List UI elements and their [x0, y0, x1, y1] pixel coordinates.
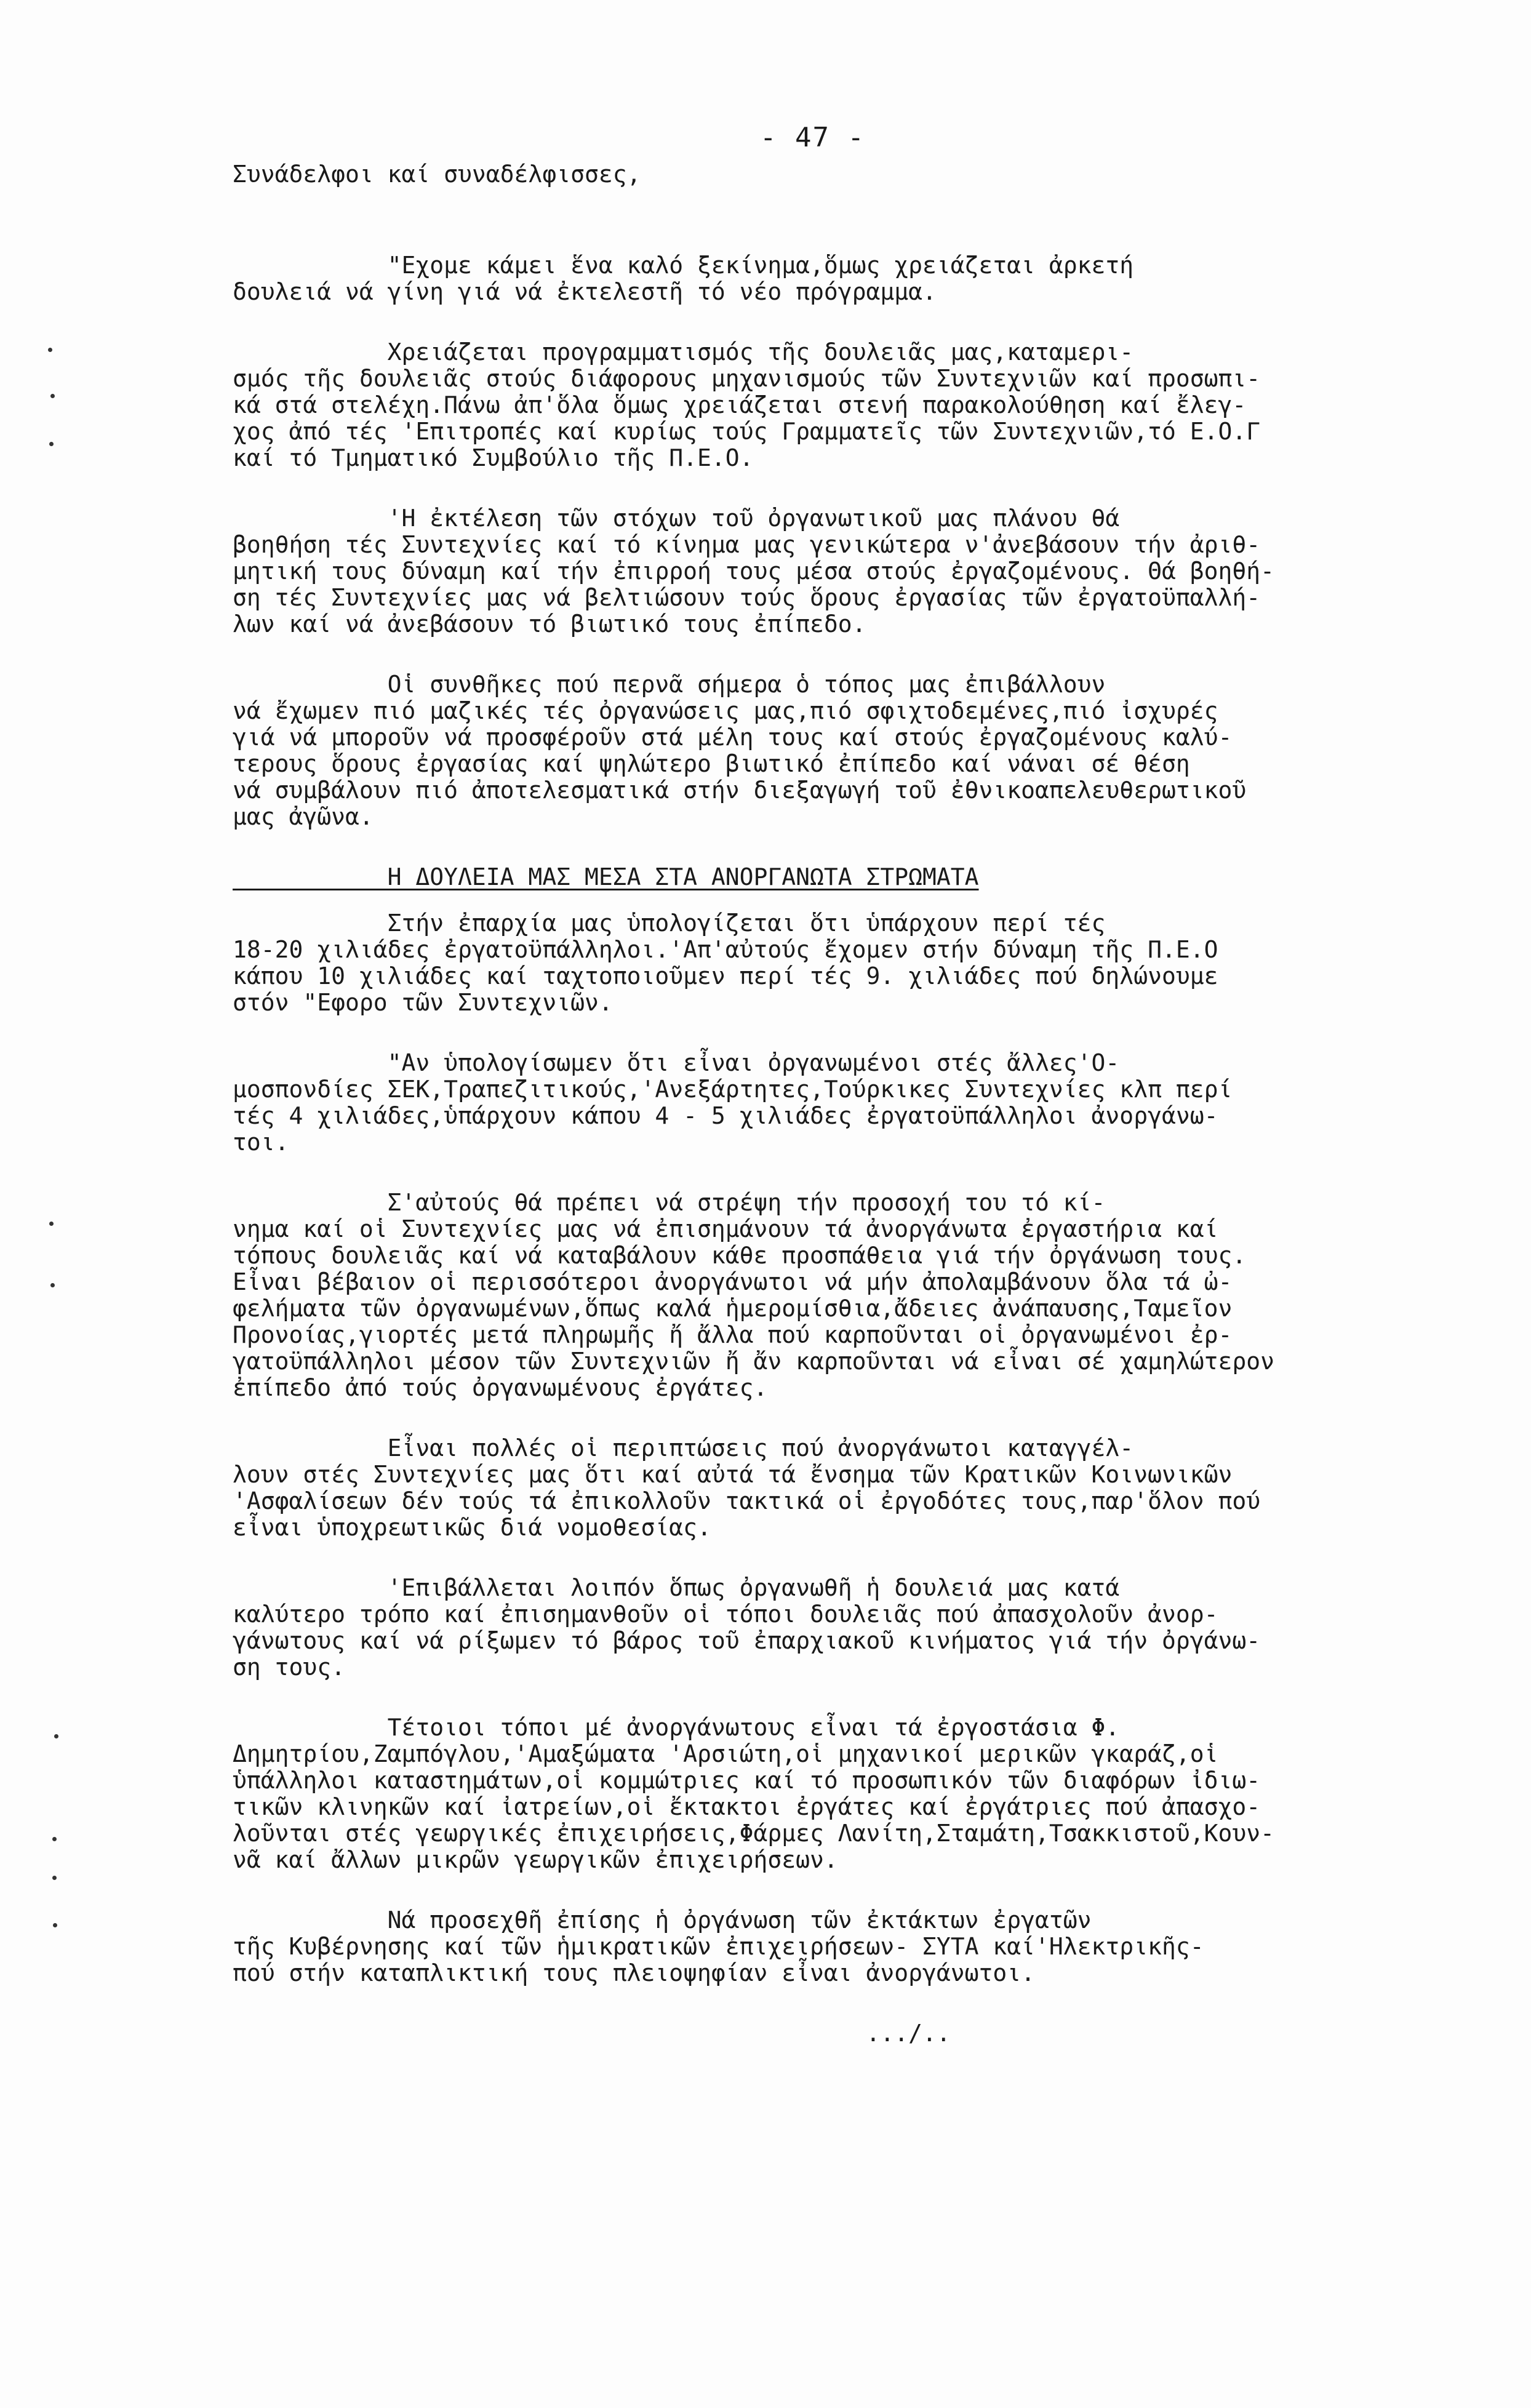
text-line: φελήματα τῶν ὀργανωμένων,ὅπως καλά ἡμερομίσθια,ἄδειες ἀνάπαυσης,Ταμεῖον: [233, 1295, 1233, 1322]
text-line: τικῶν κλινηκῶν καί ἰατρείων,οἱ ἔκτακτοι ἐργάτες καί ἐργάτριες πού ἀπασχο-: [233, 1793, 1261, 1820]
text-line: γιά νά μποροῦν νά προσφέροῦν στά μέλη τους καί στούς ἐργαζομένους καλύ-: [233, 724, 1233, 751]
continuation-mark: .../..: [233, 2020, 951, 2047]
text-line: Δημητρίου,Ζαμπόγλου,'Αμαξώματα 'Αρσιώτη,οἱ μηχανικοί μερικῶν γκαράζ,οἱ: [233, 1740, 1218, 1767]
text-line: "Αν ὑπολογίσωμεν ὅτι εἶναι ὀργανωμένοι στές ἄλλες'Ο-: [233, 1049, 1120, 1076]
text-line: δουλειά νά γίνη γιά νά ἐκτελεστῆ τό νέο πρόγραμμα.: [233, 278, 937, 305]
text-line: ἐπίπεδο ἀπό τούς ὀργανωμένους ἐργάτες.: [233, 1374, 768, 1401]
text-line: "Εχομε κάμει ἕνα καλό ξεκίνημα,ὅμως χρειάζεται ἀρκετή: [233, 252, 1134, 279]
text-line: στόν "Εφορο τῶν Συντεχνιῶν.: [233, 989, 613, 1016]
paragraph-11: [233, 1907, 1463, 1986]
text-line: νά συμβάλουν πιό ἀποτελεσματικά στήν διεξαγωγή τοῦ ἐθνικοαπελευθερωτικοῦ: [233, 777, 1247, 804]
paragraph-6: [233, 1050, 1463, 1156]
text-line: εἶναι ὑποχρεωτικῶς διά νομοθεσίας.: [233, 1514, 711, 1541]
margin-dot: [52, 1837, 57, 1841]
text-line: Σ'αὐτούς θά πρέπει νά στρέψη τήν προσοχή του τό κί-: [233, 1189, 1106, 1216]
text-line: καί τό Τμηματικό Συμβούλιο τῆς Π.Ε.Ο.: [233, 444, 754, 471]
text-line: τές 4 χιλιάδες,ὑπάρχουν κάπου 4 - 5 χιλιάδες ἐργατοϋπάλληλοι ἀνοργάνω-: [233, 1102, 1218, 1129]
text-line: 'Ασφαλίσεων δέν τούς τά ἐπικολλοῦν τακτικά οἱ ἐργοδότες τους,παρ'ὅλον πού: [233, 1487, 1261, 1514]
text-line: Τέτοιοι τόποι μέ ἀνοργάνωτους εἶναι τά ἐργοστάσια Φ.: [233, 1714, 1120, 1741]
text-line: γάνωτους καί νά ρίξωμεν τό βάρος τοῦ ἐπαρχιακοῦ κινήματος γιά τήν ὀργάνω-: [233, 1627, 1261, 1654]
section-heading: Η ΔΟΥΛΕΙΑ ΜΑΣ ΜΕΣΑ ΣΤΑ ΑΝΟΡΓΑΝΩΤΑ ΣΤΡΩΜΑΤΑ: [233, 863, 979, 890]
text-line: καλύτερο τρόπο καί ἐπισημανθοῦν οἱ τόποι δουλειᾶς πού ἀπασχολοῦν ἀνορ-: [233, 1601, 1218, 1628]
paragraph-1: [233, 252, 1463, 305]
text-line: τόπους δουλειᾶς καί νά καταβάλουν κάθε προσπάθεια γιά τήν ὀργάνωση τους.: [233, 1242, 1247, 1269]
text-line: λοῦνται στές γεωργικές ἐπιχειρήσεις,Φάρμες Λανίτη,Σταμάτη,Τσακκιστοῦ,Κουν-: [233, 1820, 1274, 1847]
text-line: γατοϋπάλληλοι μέσον τῶν Συντεχνιῶν ἤ ἄν καρποῦνται νά εἶναι σέ χαμηλώτερον: [233, 1348, 1274, 1375]
text-line: νᾶ καί ἄλλων μικρῶν γεωργικῶν ἐπιχειρήσεων.: [233, 1846, 838, 1873]
document-body: [233, 161, 1463, 2047]
text-line: νημα καί οἱ Συντεχνίες μας νά ἐπισημάνουν τά ἀνοργάνωτα ἐργαστήρια καί: [233, 1215, 1218, 1242]
page-number: - 47 -: [760, 122, 865, 153]
margin-dot: [53, 1923, 57, 1927]
text-line: 'Η ἐκτέλεση τῶν στόχων τοῦ ὀργανωτικοῦ μας πλάνου θά: [233, 505, 1120, 532]
text-line: λουν στές Συντεχνίες μας ὅτι καί αὐτά τά ἔνσημα τῶν Κρατικῶν Κοινωνικῶν: [233, 1461, 1233, 1488]
text-line: Στήν ἐπαρχία μας ὑπολογίζεται ὅτι ὑπάρχουν περί τές: [233, 910, 1106, 937]
paragraph-3: [233, 505, 1463, 638]
text-line: 'Επιβάλλεται λοιπόν ὅπως ὀργανωθῆ ἡ δουλειά μας κατά: [233, 1574, 1120, 1601]
text-line: ὑπάλληλοι καταστημάτων,οἱ κομμώτριες καί τό προσωπικόν τῶν διαφόρων ἰδιω-: [233, 1767, 1261, 1794]
margin-dot: [52, 1876, 57, 1880]
text-line: νά ἔχωμεν πιό μαζικές τές ὀργανώσεις μας,πιό σφιχτοδεμένες,πιό ἰσχυρές: [233, 697, 1218, 724]
text-line: Νά προσεχθῆ ἐπίσης ἡ ὀργάνωση τῶν ἐκτάκτων ἐργατῶν: [233, 1906, 1092, 1934]
paragraph-10: [233, 1714, 1463, 1873]
paragraph-5: [233, 910, 1463, 1016]
text-line: ση τους.: [233, 1654, 346, 1681]
paragraph-4: [233, 671, 1463, 830]
margin-dot: [50, 1283, 55, 1287]
margin-dot: [54, 1734, 58, 1738]
text-line: Εἶναι βέβαιον οἱ περισσότεροι ἀνοργάνωτοι νά μήν ἀπολαμβάνουν ὅλα τά ὠ-: [233, 1268, 1233, 1295]
text-line: μοσπονδίες ΣΕΚ,Τραπεζιτικούς,'Ανεξάρτητες,Τούρκικες Συντεχνίες κλπ περί: [233, 1076, 1233, 1103]
paragraph-2: [233, 339, 1463, 471]
text-line: χος ἀπό τές 'Επιτροπές καί κυρίως τούς Γραμματεῖς τῶν Συντεχνιῶν,τό Ε.Ο.Γ: [233, 418, 1261, 445]
paragraph-7: [233, 1190, 1463, 1401]
margin-dot: [49, 1222, 54, 1226]
text-line: μητική τους δύναμη καί τήν ἐπιρροή τους μέσα στούς ἐργαζομένους. Θά βοηθή-: [233, 558, 1274, 585]
text-line: λων καί νά ἀνεβάσουν τό βιωτικό τους ἐπίπεδο.: [233, 610, 866, 638]
text-line: Χρειάζεται προγραμματισμός τῆς δουλειᾶς μας,καταμερι-: [233, 338, 1134, 366]
paragraph-8: [233, 1435, 1463, 1541]
margin-dot: [48, 348, 52, 352]
margin-dot: [50, 394, 55, 398]
text-line: τερους ὅρους ἐργασίας καί ψηλώτερο βιωτικό ἐπίπεδο καί νάναι σέ θέση: [233, 750, 1190, 777]
salutation: Συνάδελφοι καί συναδέλφισσες,: [233, 161, 641, 188]
paragraph-9: [233, 1575, 1463, 1681]
text-line: βοηθήση τές Συντεχνίες καί τό κίνημα μας γενικώτερα ν'ἀνεβάσουν τήν ἀριθ-: [233, 531, 1261, 558]
margin-dot: [49, 442, 54, 446]
text-line: 18-20 χιλιάδες ἐργατοϋπάλληλοι.'Απ'αὐτούς ἔχομεν στήν δύναμη τῆς Π.Ε.Ο: [233, 936, 1218, 963]
text-line: κάπου 10 χιλιάδες καί ταχτοποιοῦμεν περί τές 9. χιλιάδες πού δηλώνουμε: [233, 962, 1218, 990]
text-line: τοι.: [233, 1129, 289, 1156]
text-line: Οἱ συνθῆκες πού περνᾶ σήμερα ὁ τόπος μας ἐπιβάλλουν: [233, 671, 1106, 698]
text-line: Προνοίας,γιορτές μετά πληρωμῆς ἤ ἄλλα πού καρποῦνται οἱ ὀργανωμένοι ἐρ-: [233, 1321, 1233, 1348]
text-line: τῆς Κυβέρνησης καί τῶν ἡμικρατικῶν ἐπιχειρήσεων- ΣΥΤΑ καί'Ηλεκτρικῆς-: [233, 1933, 1204, 1960]
text-line: κά στά στελέχη.Πάνω ἀπ'ὅλα ὅμως χρειάζεται στενή παρακολούθηση καί ἔλεγ-: [233, 391, 1247, 418]
text-line: ση τές Συντεχνίες μας νά βελτιώσουν τούς ὅρους ἐργασίας τῶν ἐργατοϋπαλλή-: [233, 584, 1261, 611]
text-line: σμός τῆς δουλειᾶς στούς διάφορους μηχανισμούς τῶν Συντεχνιῶν καί προσωπι-: [233, 365, 1261, 392]
text-line: πού στήν καταπλικτική τους πλειοψηφίαν εἶναι ἀνοργάνωτοι.: [233, 1959, 1036, 1986]
text-line: Εἶναι πολλές οἱ περιπτώσεις πού ἀνοργάνωτοι καταγγέλ-: [233, 1434, 1134, 1462]
text-line: μας ἀγῶνα.: [233, 803, 374, 830]
